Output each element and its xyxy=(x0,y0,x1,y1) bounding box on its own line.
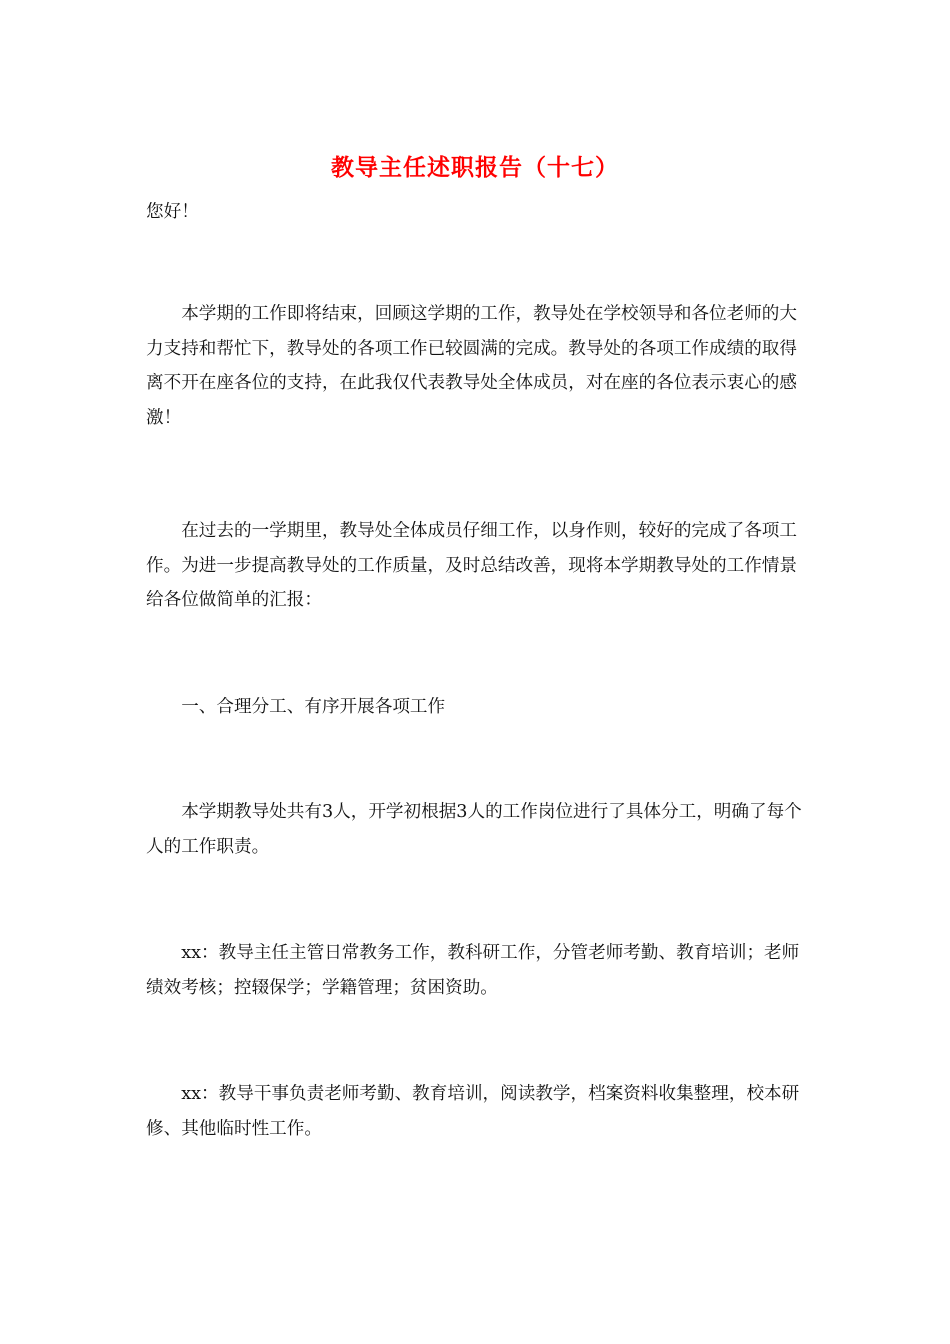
document-title: 教导主任述职报告（十七） xyxy=(331,154,619,181)
paragraph-clerk-duties: xx：教导干事负责老师考勤、教育培训，阅读教学，档案资料收集整理，校本研修、其他临时性工作。 xyxy=(146,1084,800,1139)
paragraph-intro: 本学期的工作即将结束，回顾这学期的工作，教导处在学校领导和各位老师的大力支持和帮忙下，教导处的各项工作已较圆满的完成。教导处的各项工作成绩的取得离不开在座各位的支持，在此我仅代表教导处全体成员，对在座的各位表示衷心的感激！ xyxy=(146,304,797,428)
paragraph-director-duties: xx：教导主任主管日常教务工作，教科研工作，分管老师考勤、教育培训；老师绩效考核；控辍保学；学籍管理；贫困资助。 xyxy=(146,943,800,998)
paragraph-staffing: 本学期教导处共有3人，开学初根据3人的工作岗位进行了具体分工，明确了每个人的工作职责。 xyxy=(146,802,802,857)
greeting: 您好！ xyxy=(146,202,199,222)
section-heading-1: 一、合理分工、有序开展各项工作 xyxy=(181,697,446,717)
paragraph-summary: 在过去的一学期里，教导处全体成员仔细工作，以身作则，较好的完成了各项工作。为进一步提高教导处的工作质量，及时总结改善，现将本学期教导处的工作情景给各位做简单的汇报： xyxy=(146,521,797,611)
